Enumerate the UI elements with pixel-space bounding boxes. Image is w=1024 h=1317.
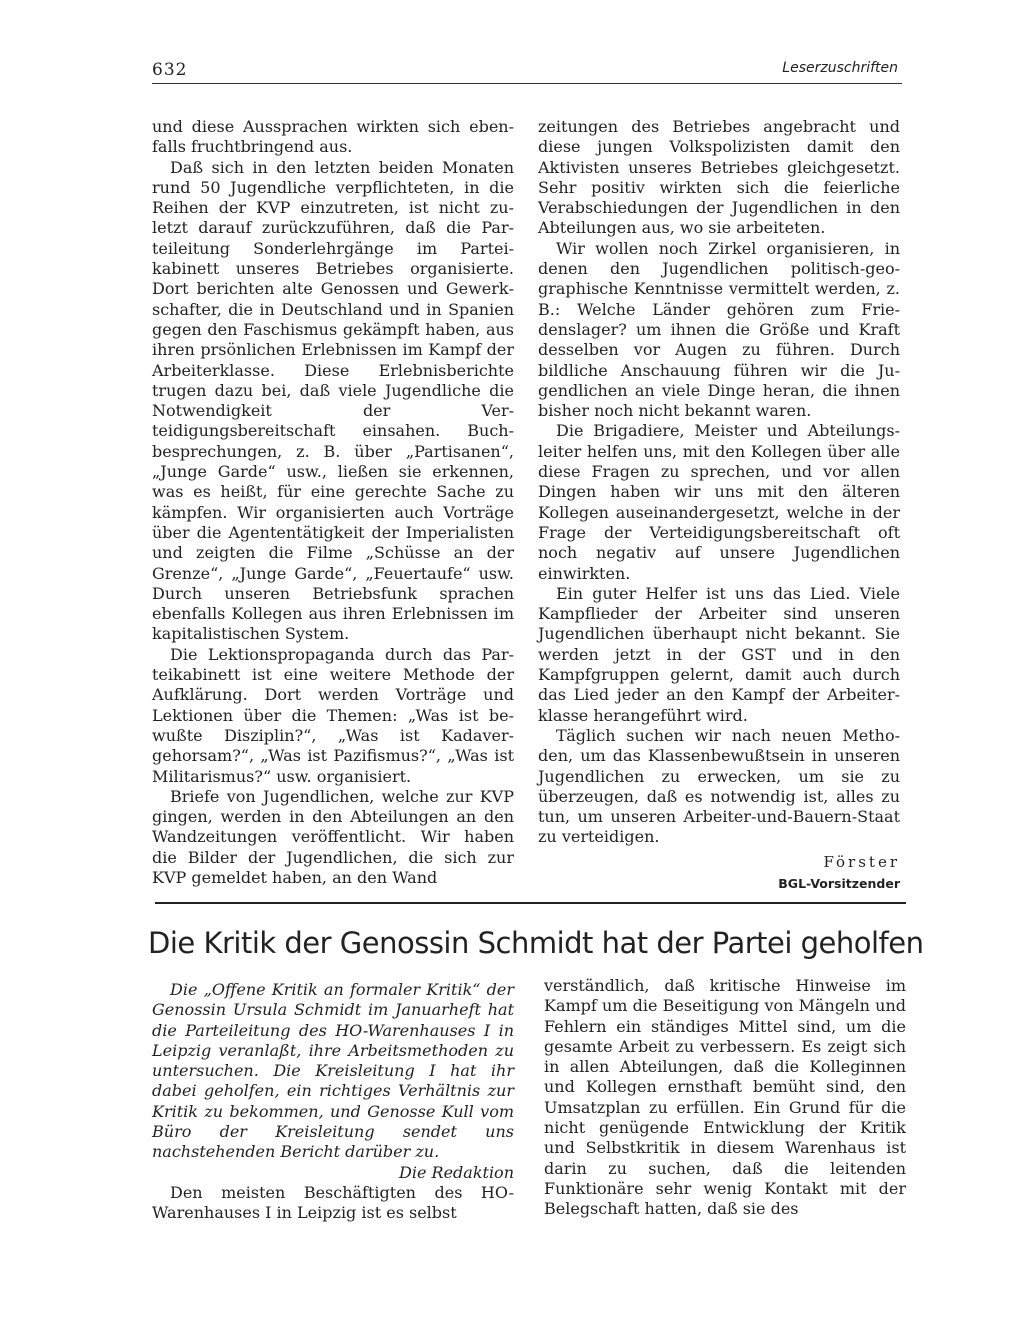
intro-text: Die „Offene Kritik an formaler Kritik“ der Genossin Ursula Schmidt im Januarheft hat die Parteileitung des HO-Warenhauses I in Leipzig veranlaßt, ihre Arbeitsmethoden zu untersuchen. Die Kreisleitung I hat ihr dabei geholfen, ein richtiges Verhältnis zur Kritik zu bekommen, und Genosse Kull vom Büro der Kreisleitung sendet uns nachstehenden Bericht darüber zu. — [152, 980, 514, 1162]
paragraph: Ein guter Helfer ist uns das Lied. Viele Kampflieder der Arbeiter sind unseren Jugendlichen überhaupt nicht bekannt. Sie werden jetzt in der GST und in den Kampfgruppen gelernt, damit auch durch das Lied jeder an den Kampf der Arbeiterklasse herangeführt wird. — [538, 583, 900, 725]
page-number: 632 — [152, 60, 188, 80]
paragraph: und diese Aussprachen wirkten sich ebenfalls fruchtbringend aus. — [152, 117, 514, 157]
paragraph: Täglich suchen wir nach neuen Methoden, um das Klassenbewußtsein in unseren Jugendlichen zu erwecken, um sie zu überzeugen, daß es notwendig ist, alles zu tun, um unseren Arbeiter-und-Bauern-Staat zu verteidigen. — [538, 725, 900, 847]
paragraph: Den meisten Beschäftigten des HO-Warenhauses I in Leipzig ist es selbst — [152, 1182, 514, 1223]
section-divider — [155, 902, 906, 904]
upper-right-column — [538, 117, 900, 894]
paragraph: zeitungen des Betriebes angebracht und diese jungen Volkspolizisten damit den Aktivisten unseres Betriebes gleichgesetzt. Sehr positiv wirkten sich die feierliche Verabschiedungen der Jugendlichen in den Abteilungen aus, wo sie arbeiteten. — [538, 117, 900, 238]
paragraph: Daß sich in den letzten beiden Monaten rund 50 Jugendliche verpflichteten, in die Reihen der KVP einzutreten, ist nicht zuletzt darauf zurückzuführen, daß die Parteileitung Sonderlehrgänge im Parteikabinett unseres Betriebes organisierte. Dort berichten alte Genossen und Gewerkschafter, die in Deutschland und in Spanien gegen den Faschismus gekämpft haben, aus ihren prsönlichen Erlebnissen im Kampf der Arbeiterklasse. Diese Erlebnisberichte trugen dazu bei, daß viele Jugendliche die Notwendigkeit der Verteidigungsbereitschaft einsahen. Buchbesprechungen, z. B. über „Partisanen“, „Junge Garde“ usw., ließen sie erkennen, was es heißt, für eine gerechte Sache zu kämpfen. Wir organisierten auch Vorträge über die Agententätigkeit der Imperialisten und zeigten die Filme „Schüsse an der Grenze“, „Junge Garde“, „Feuertaufe“ usw. Durch unseren Betriebsfunk sprachen ebenfalls Kollegen aus ihren Erlebnissen im kapitalistischen System. — [152, 157, 514, 644]
signature-title: BGL-Vorsitzender — [778, 875, 900, 891]
paragraph: Die Brigadiere, Meister und Abteilungsleiter helfen uns, mit den Kollegen über alle diese Fragen zu sprechen, und vor allen Dingen haben wir uns mit den älteren Kollegen auseinandergesetzt, welche in der Frage der Verteidigungsbereitschaft oft noch negativ auf unsere Jugendlichen einwirkten. — [538, 421, 900, 583]
intro-signoff: Die Redaktion — [399, 1162, 514, 1182]
paragraph: Briefe von Jugendlichen, welche zur KVP gingen, werden in den Abteilungen an den Wandzeitungen veröffentlicht. Wir haben die Bilder der Jugendlichen, die sich zur KVP gemeldet haben, an den Wand — [152, 786, 514, 887]
paragraph: Wir wollen noch Zirkel organisieren, in denen den Jugendlichen politisch-geographische Kenntnisse vermittelt werden, z. B.: Welche Länder gehören zum Friedenslager? um ihnen die Größe und Kraft desselben vor Augen zu führen. Durch bildliche Anschauung führen wir die Jugendlichen an viele Dinge heran, die ihnen bisher noch nicht bekannt waren. — [538, 238, 900, 421]
article-intro — [152, 980, 514, 1182]
header-rule — [152, 83, 902, 84]
article-title: Die Kritik der Genossin Schmidt hat der Partei geholfen — [148, 926, 924, 960]
upper-left-column — [152, 117, 514, 888]
paragraph: Die Lektionspropaganda durch das Parteikabinett ist eine weitere Methode der Aufklärung. Dort werden Vorträge und Lektionen über die Themen: „Was ist bewußte Disziplin?“, „Was ist Kadavergehorsam?“, „Was ist Pazifismus?“, „Was ist Militarismus?“ usw. organisiert. — [152, 644, 514, 786]
running-head: Leserzuschriften — [782, 60, 898, 76]
article-right-column — [544, 976, 906, 1220]
paragraph: verständlich, daß kritische Hinweise im Kampf um die Beseitigung von Mängeln und Fehlern ein ständiges Mittel sind, um die gesamte Arbeit zu verbessern. Es zeigt sich in allen Abteilungen, daß die Kolleginnen und Kollegen ernsthaft bemüht sind, den Umsatzplan zu erfüllen. Ein Grund für die nicht genügende Entwicklung der Kritik und Selbstkritik in diesem Warenhaus ist darin zu suchen, daß die leitenden Funktionäre sehr wenig Kontakt mit der Belegschaft hatten, daß sie des — [544, 976, 906, 1219]
signature-name: Förster — [823, 852, 900, 871]
article-left-column — [152, 980, 514, 1224]
